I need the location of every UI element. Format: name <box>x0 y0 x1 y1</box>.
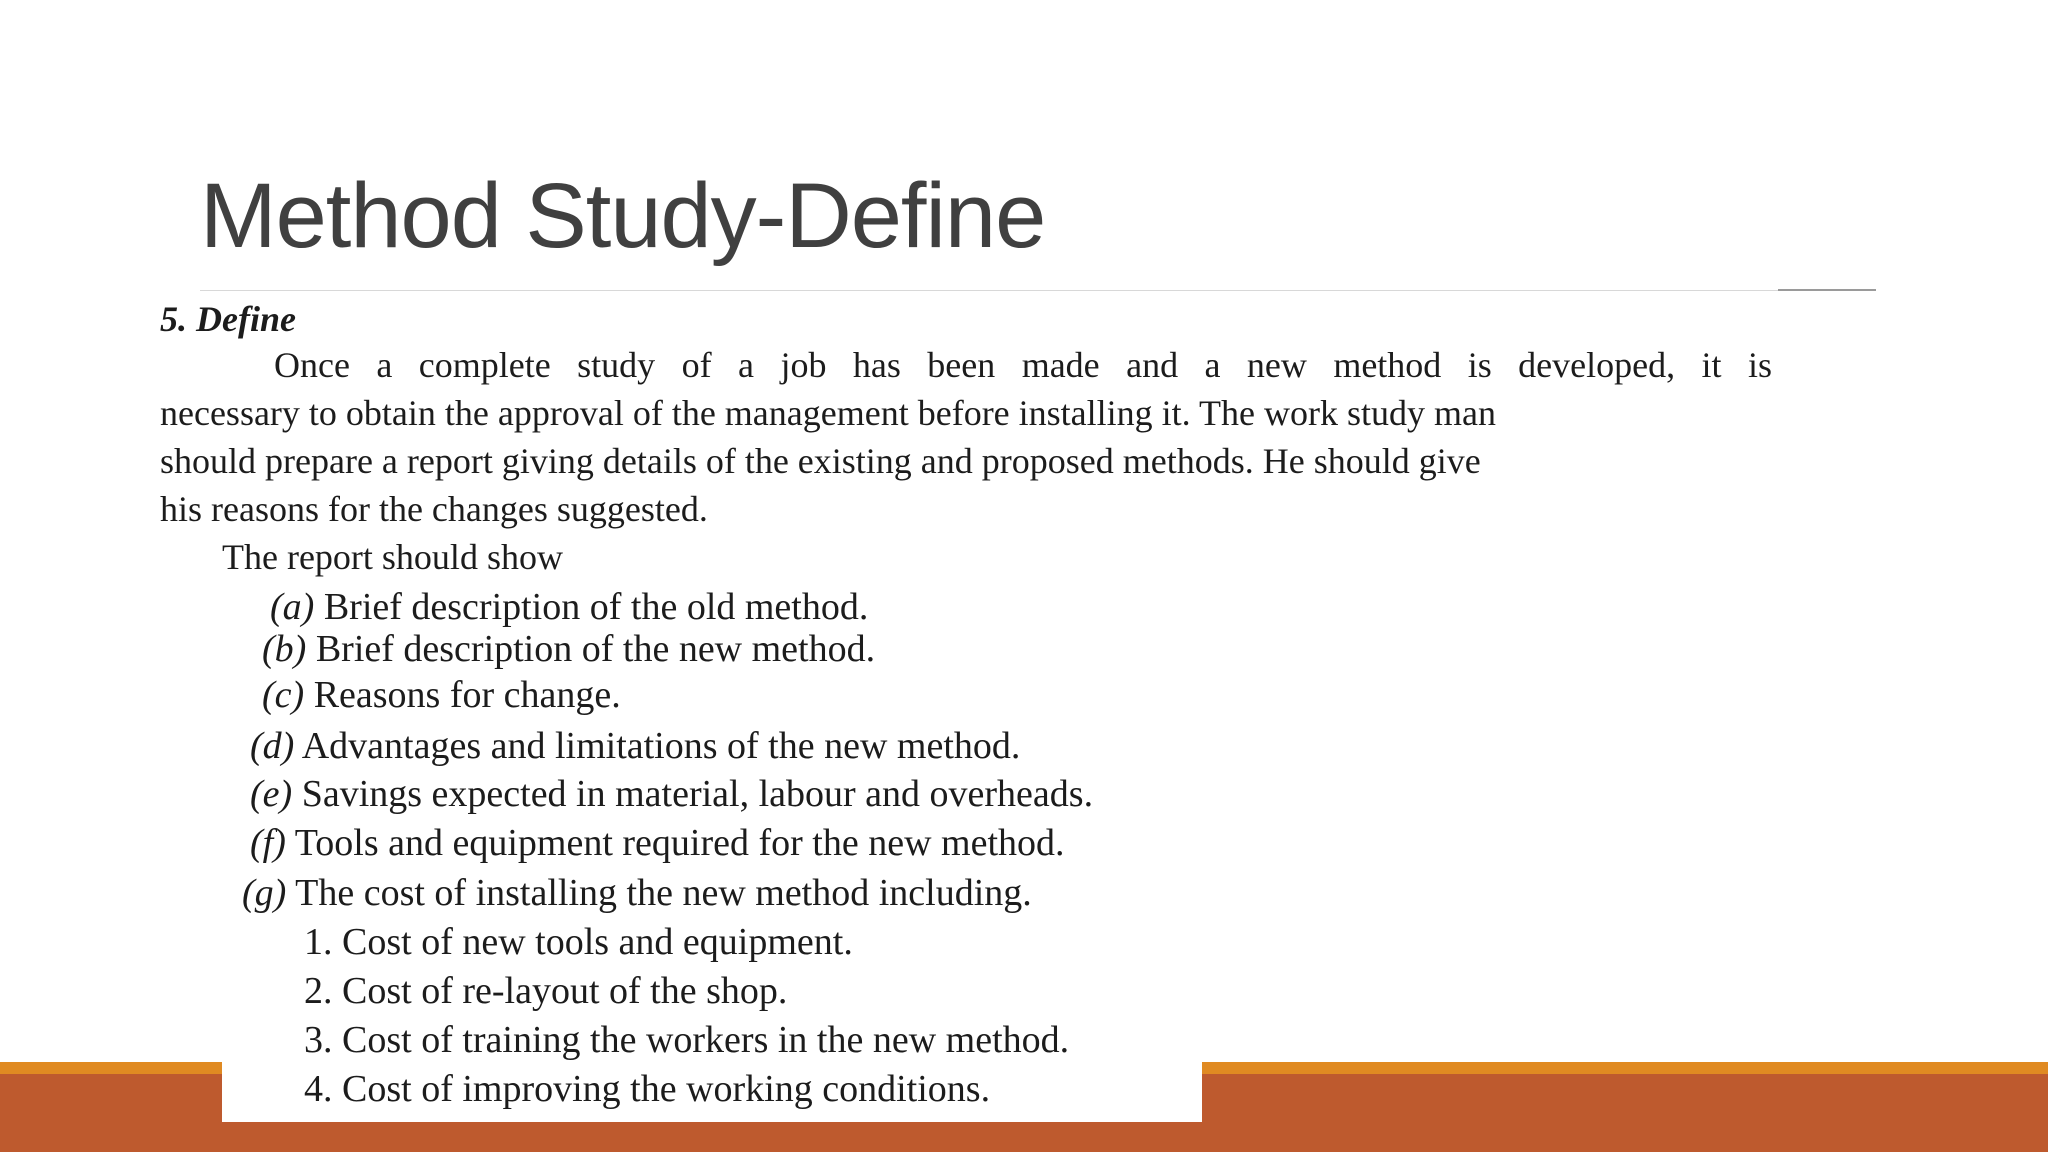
section-heading: 5. Define <box>160 299 296 339</box>
list-item <box>242 871 1032 915</box>
list-item <box>262 627 875 671</box>
sub-list-item: 4. Cost of improving the working conditions. <box>304 1068 991 1110</box>
list-marker: (b) <box>262 628 307 670</box>
list-marker: (d) <box>250 725 295 767</box>
paragraph-line: necessary to obtain the approval of the management before installing it. The work study man <box>160 393 1496 433</box>
list-item-text: The cost of installing the new method including. <box>295 872 1032 914</box>
slide-title: Method Study-Define <box>200 165 1046 267</box>
list-item <box>262 673 621 717</box>
paragraph-line: should prepare a report giving details of the existing and proposed methods. He should give <box>160 441 1481 481</box>
list-marker: (f) <box>250 822 286 864</box>
list-intro: The report should show <box>222 537 563 577</box>
list-marker: (e) <box>250 773 293 815</box>
list-marker: (g) <box>242 872 287 914</box>
list-item-text: Brief description of the new method. <box>315 628 876 670</box>
list-marker: (c) <box>262 674 305 716</box>
list-item <box>250 724 1020 768</box>
list-marker: (a) <box>270 586 315 628</box>
list-item-text: Reasons for change. <box>313 674 621 716</box>
list-item-text: Savings expected in material, labour and overheads. <box>301 773 1094 815</box>
list-item-text: Brief description of the old method. <box>323 586 869 628</box>
sub-list-item: 1. Cost of new tools and equipment. <box>304 921 853 963</box>
list-item <box>250 821 1065 865</box>
paragraph-line: his reasons for the changes suggested. <box>160 489 708 529</box>
list-item-text: Tools and equipment required for the new method. <box>294 822 1065 864</box>
sub-list-item: 3. Cost of training the workers in the new method. <box>304 1019 1070 1061</box>
list-item-text: Advantages and limitations of the new method. <box>301 725 1021 767</box>
paragraph-line: Once a complete study of a job has been made and a new method is developed, it is <box>274 345 1772 385</box>
list-item <box>270 585 868 629</box>
sub-list-item: 2. Cost of re-layout of the shop. <box>304 970 788 1012</box>
list-item <box>250 772 1093 816</box>
